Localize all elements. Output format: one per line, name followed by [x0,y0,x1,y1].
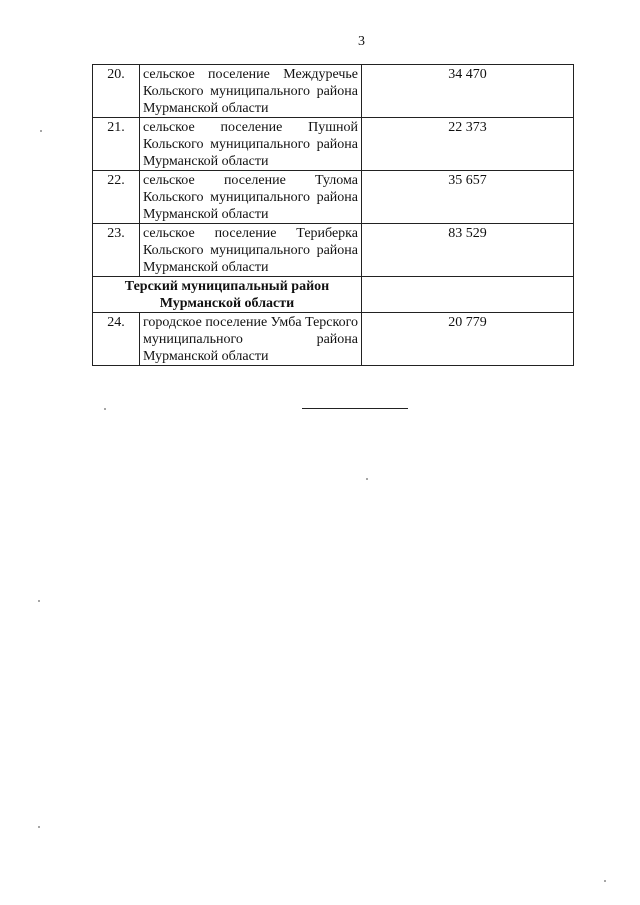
scan-speck [604,880,606,882]
page-number: 3 [358,34,365,49]
group-heading-row [93,277,574,313]
scan-speck [38,826,40,828]
municipality-name: сельское поселение Териберка Кольского муниципального района Мурманской области [140,224,362,277]
table-row [93,171,574,224]
row-number: 21. [93,118,140,171]
table-row [93,224,574,277]
row-number: 23. [93,224,140,277]
scan-speck [104,408,106,410]
amount-value: 20 779 [362,313,574,366]
scan-speck [366,478,368,480]
group-heading-empty-cell [362,277,574,313]
municipalities-table [92,64,574,366]
municipality-name: городское поселение Умба Терского муниципального района Мурманской области [140,313,362,366]
table-row [93,65,574,118]
municipality-name: сельское поселение Пушной Кольского муниципального района Мурманской области [140,118,362,171]
scan-speck [40,130,42,132]
table-row [93,118,574,171]
amount-value: 34 470 [362,65,574,118]
municipality-name: сельское поселение Тулома Кольского муниципального района Мурманской области [140,171,362,224]
amount-value: 83 529 [362,224,574,277]
municipality-name: сельское поселение Междуречье Кольского муниципального района Мурманской области [140,65,362,118]
scan-speck [38,600,40,602]
group-heading: Терский муниципальный район Мурманской области [93,277,362,313]
table-row [93,313,574,366]
end-of-document-rule [302,408,408,409]
amount-value: 35 657 [362,171,574,224]
amount-value: 22 373 [362,118,574,171]
row-number: 24. [93,313,140,366]
row-number: 22. [93,171,140,224]
row-number: 20. [93,65,140,118]
